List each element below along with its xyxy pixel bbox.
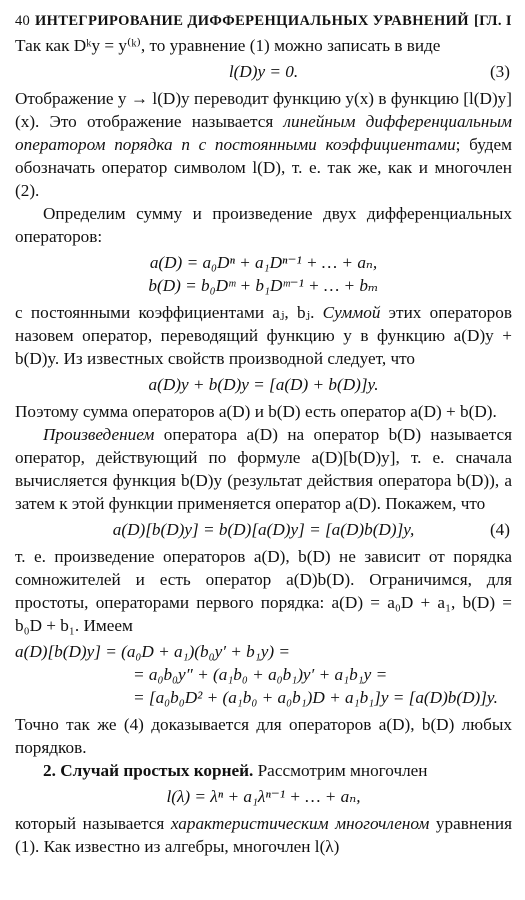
- equation-3-body: l(D)y = 0.: [228, 62, 299, 81]
- chapter-marker: [ГЛ. I: [474, 13, 512, 29]
- equation-3-number: (3): [489, 62, 510, 81]
- equation-b-body: b(D) = b₀Dᵐ + b₁Dᵐ⁻¹ + … + bₘ: [148, 276, 379, 295]
- equation-4-number: (4): [489, 520, 510, 539]
- paragraph-10: [15, 812, 512, 858]
- equation-b: [15, 274, 512, 297]
- equation-product-line-3-body: = [a₀b₀D² + (a₁b₀ + a₀b₁)D + a₁b₁]y = [a(D)b(D)]y.: [133, 688, 498, 707]
- equation-product-line-2: [15, 663, 512, 686]
- running-header: [15, 10, 512, 34]
- equation-characteristic-body: l(λ) = λⁿ + a₁λⁿ⁻¹ + … + aₙ,: [166, 787, 361, 806]
- paragraph-2-text-b: ; будем обозначать оператор символом l(D), т. е. так же, как и многочлен (2).: [15, 135, 512, 200]
- paragraph-8: Точно так же (4) доказывается для операторов a(D), b(D) любых порядков.: [15, 715, 512, 757]
- paragraph-10-text-a: который называется: [15, 814, 171, 833]
- equation-4: [15, 518, 512, 541]
- paragraph-1: Так как Dᵏy = y⁽ᵏ⁾, то уравнение (1) можно записать в виде: [15, 36, 441, 55]
- equation-product-line-3: [15, 686, 512, 709]
- paragraph-5: Поэтому сумма операторов a(D) и b(D) есть оператор a(D) + b(D).: [15, 402, 497, 421]
- paragraph-4-text-a: с постоянными коэффициентами aⱼ, bⱼ.: [15, 303, 323, 322]
- paragraph-7: т. е. произведение операторов a(D), b(D) не зависит от порядка сомножителей и есть оператор a(D)b(D). Ограничимся, для простоты, операторами первого порядка: a(D) = a₀D + a₁, b(D) = b₀D + b₁. Имеем: [15, 547, 512, 635]
- equation-product-line-1-body: a(D)[b(D)y] = (a₀D + a₁)(b₀y′ + b₁y) =: [15, 642, 290, 661]
- term-sum: Суммой: [322, 303, 381, 322]
- page-number: 40: [15, 13, 30, 29]
- equation-characteristic: [15, 785, 512, 808]
- paragraph-3: Определим сумму и произведение двух дифференциальных операторов:: [15, 204, 512, 246]
- paragraph-2-text-a: Отображение y → l(D)y переводит функцию y(x) в функцию [l(D)y](x). Это отображение называется: [15, 89, 512, 131]
- equation-product-line-1: [15, 640, 512, 663]
- equation-a: [15, 251, 512, 274]
- equation-a-body: a(D) = a₀Dⁿ + a₁Dⁿ⁻¹ + … + aₙ,: [149, 253, 378, 272]
- paragraph-4: [15, 301, 512, 370]
- paragraph-4-text-b: этих операторов назовем оператор, переводящий функцию y в функцию a(D)y + b(D)y. Из известных свойств производной следует, что: [15, 303, 512, 368]
- paragraph-10-text-b: уравнения (1). Как известно из алгебры, многочлен l(λ): [15, 814, 512, 856]
- term-product: Произведением: [43, 425, 155, 444]
- paragraph-6: [15, 423, 512, 515]
- term-linear-operator: линейным дифференциальным оператором порядка n с постоянными коэффициентами: [15, 112, 512, 154]
- equation-sum-body: a(D)y + b(D)y = [a(D) + b(D)]y.: [148, 375, 379, 394]
- paragraph-9: [15, 759, 512, 782]
- running-title: ИНТЕГРИРОВАНИЕ ДИФФЕРЕНЦИАЛЬНЫХ УРАВНЕНИЙ: [34, 13, 469, 29]
- term-characteristic-polynomial: характеристическим многочленом: [170, 814, 430, 833]
- paragraph-2: [15, 87, 512, 202]
- equation-4-body: a(D)[b(D)y] = b(D)[a(D)y] = [a(D)b(D)]y,: [112, 520, 415, 539]
- equation-3: [15, 60, 512, 83]
- section-heading: 2. Случай простых корней.: [43, 761, 254, 780]
- paragraph-6-text: оператора a(D) на оператор b(D) называется оператор, действующий по формуле a(D)[b(D)y], т. е. сначала вычисляется функция b(D)y (результат действия оператора b(D)), а затем к этой функции применяется оператор a(D). Покажем, что: [15, 425, 512, 513]
- equation-product-line-2-body: = a₀b₀y″ + (a₁b₀ + a₀b₁)y′ + a₁b₁y =: [133, 665, 388, 684]
- equation-sum: [15, 373, 512, 396]
- paragraph-9-text: Рассмотрим многочлен: [253, 761, 428, 780]
